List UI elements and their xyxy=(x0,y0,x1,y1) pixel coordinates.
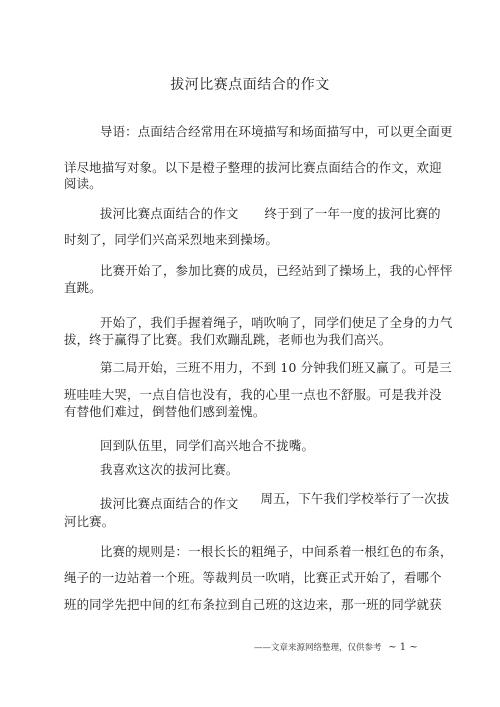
page-footer xyxy=(254,641,418,653)
paragraph-text: 周五，下午我们学校举行了一次拔 xyxy=(260,491,450,506)
paragraph-line: 直跳。 xyxy=(64,280,102,295)
paragraph-line: 河比赛。 xyxy=(64,514,115,529)
section-heading-line xyxy=(100,491,450,512)
paragraph-line: 我喜欢这次的拔河比赛。 xyxy=(100,462,239,477)
paragraph-line: 第二局开始，三班不用力，不到 10 分钟我们班又赢了。可是三 xyxy=(100,360,452,375)
section-heading: 拔河比赛点面结合的作文 xyxy=(100,496,239,511)
document-title: 拔河比赛点面结合的作文 xyxy=(170,77,330,93)
section-heading-line xyxy=(100,206,441,222)
paragraph-line: 比赛开始了，参加比赛的成员，已经站到了操场上，我的心怦怦 xyxy=(100,263,453,278)
paragraph-line: 导语：点面结合经常用在环境描写和场面描写中，可以更全面更 xyxy=(100,124,453,139)
page-number: ~ 1 ~ xyxy=(388,642,418,653)
paragraph-line: 绳子的一边站着一个班。等裁判员一吹哨，比赛正式开始了，看哪个 xyxy=(64,570,442,585)
paragraph-line: 时刻了，同学们兴高采烈地来到操场。 xyxy=(64,232,279,247)
paragraph-line: 回到队伍里，同学们高兴地合不拢嘴。 xyxy=(100,438,315,453)
footer-note: ——文章来源网络整理，仅供参考 xyxy=(254,643,382,653)
paragraph-line: 阅读。 xyxy=(64,176,102,191)
paragraph-line: 开始了，我们手握着绳子，哨吹响了，同学们使足了全身的力气 xyxy=(100,315,453,330)
paragraph-line: 拔，终于赢得了比赛。我们欢蹦乱跳，老师也为我们高兴。 xyxy=(64,332,392,347)
paragraph-line: 有替他们难过，倒替他们感到羞愧。 xyxy=(64,404,266,419)
paragraph-text: 终于到了一年一度的拔河比赛的 xyxy=(264,206,441,221)
paragraph-line: 班的同学先把中间的红布条拉到自己班的这边来，那一班的同学就获 xyxy=(64,597,442,612)
paragraph-line: 详尽地描写对象。以下是橙子整理的拔河比赛点面结合的作文，欢迎 xyxy=(64,160,442,175)
section-heading: 拔河比赛点面结合的作文 xyxy=(100,206,239,221)
paragraph-line: 班哇哇大哭，一点自信也没有，我的心里一点也不舒服。可是我并没 xyxy=(64,387,442,402)
paragraph-line: 比赛的规则是：一根长长的粗绳子，中间系着一根红色的布条， xyxy=(100,544,453,559)
